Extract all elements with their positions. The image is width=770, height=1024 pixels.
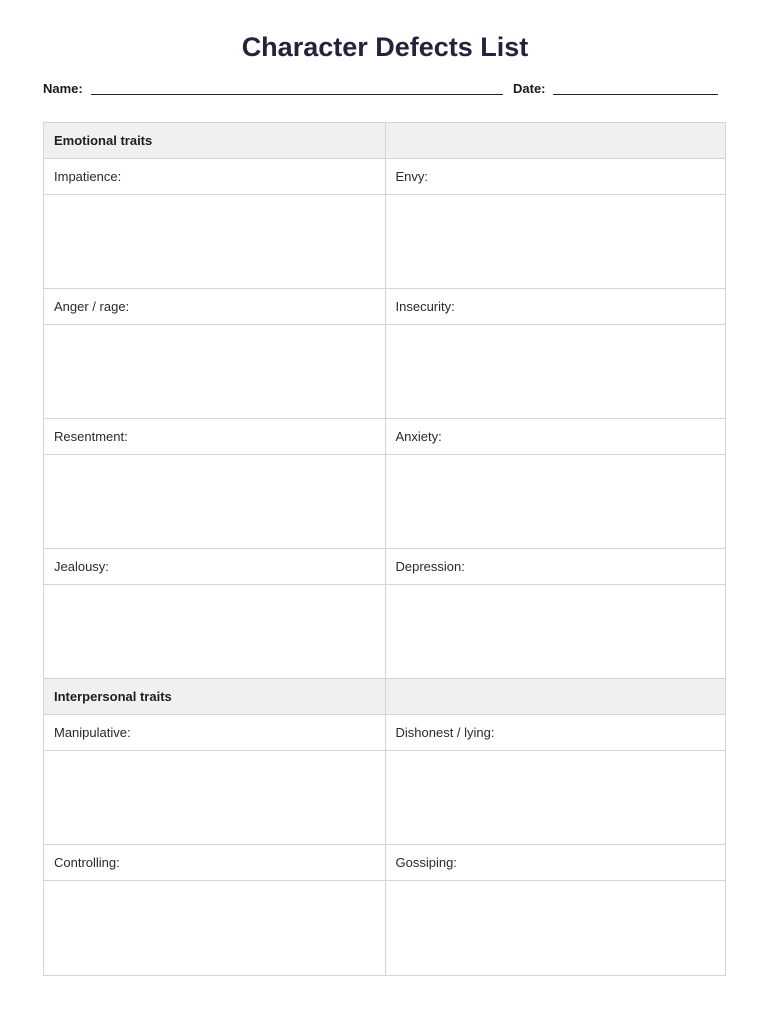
trait-answer-field[interactable] [44, 585, 385, 678]
trait-label: Controlling: [54, 855, 120, 870]
trait-label-row [44, 715, 725, 751]
section-heading-blank [385, 679, 726, 714]
trait-label-row [44, 845, 725, 881]
trait-label: Anxiety: [385, 419, 726, 454]
trait-answer-field[interactable] [44, 751, 385, 844]
name-date-row [43, 80, 723, 98]
trait-label: Anger / rage: [54, 299, 130, 314]
trait-answer-field[interactable] [44, 881, 385, 975]
section-heading-blank [385, 123, 726, 158]
trait-label: Resentment: [54, 429, 128, 444]
name-field[interactable] [91, 94, 503, 95]
trait-answer-field[interactable] [44, 455, 385, 548]
trait-answer-field[interactable] [385, 585, 726, 678]
trait-label: Impatience: [54, 169, 122, 184]
trait-answer-row [44, 881, 725, 975]
trait-label-row [44, 549, 725, 585]
date-label: Date: [513, 81, 546, 96]
trait-label-row [44, 419, 725, 455]
trait-answer-field[interactable] [385, 455, 726, 548]
trait-label: Gossiping: [385, 845, 726, 880]
section-header-interpersonal [44, 679, 725, 715]
trait-answer-row [44, 751, 725, 845]
section-heading: Interpersonal traits [54, 689, 172, 704]
trait-answer-row [44, 455, 725, 549]
trait-label-row [44, 159, 725, 195]
trait-answer-row [44, 195, 725, 289]
trait-answer-field[interactable] [44, 195, 385, 288]
section-heading: Emotional traits [54, 133, 153, 148]
page-title: Character Defects List [241, 32, 529, 62]
trait-answer-field[interactable] [385, 195, 726, 288]
name-label: Name: [43, 81, 83, 96]
trait-answer-field[interactable] [385, 881, 726, 975]
trait-label: Jealousy: [54, 559, 109, 574]
trait-label-row [44, 289, 725, 325]
trait-label: Dishonest / lying: [385, 715, 726, 750]
trait-label: Depression: [385, 549, 726, 584]
trait-answer-field[interactable] [385, 325, 726, 418]
trait-label: Envy: [385, 159, 726, 194]
date-field[interactable] [553, 94, 718, 95]
trait-answer-row [44, 585, 725, 679]
trait-answer-field[interactable] [44, 325, 385, 418]
section-header-emotional [44, 123, 725, 159]
trait-answer-row [44, 325, 725, 419]
trait-label: Insecurity: [385, 289, 726, 324]
trait-answer-field[interactable] [385, 751, 726, 844]
traits-table [43, 122, 726, 976]
trait-label: Manipulative: [54, 725, 131, 740]
